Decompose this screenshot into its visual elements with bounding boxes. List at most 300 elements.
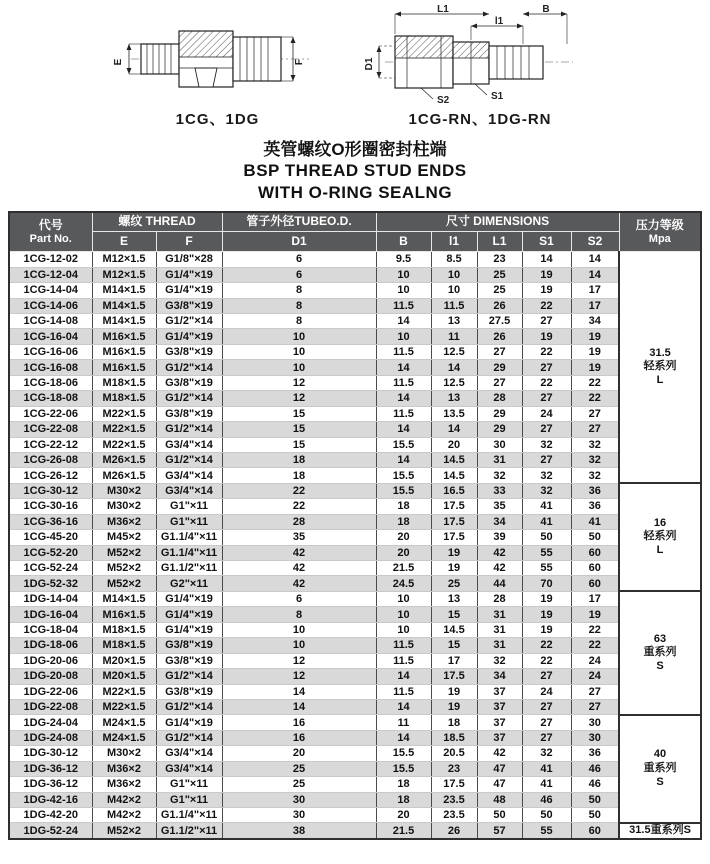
thread-f-cell: G3/4"×14 [156, 468, 222, 483]
table-row [9, 545, 701, 560]
dim-L1-cell: 37 [477, 684, 522, 699]
table-row [9, 314, 701, 329]
dim-l1-cell: 12.5 [431, 375, 477, 390]
part-no-cell: 1CG-22-06 [9, 406, 92, 421]
table-row [9, 591, 701, 606]
part-no-cell: 1DG-20-08 [9, 669, 92, 684]
dim-L1-cell: 37 [477, 715, 522, 730]
dim-l1-cell: 17.5 [431, 669, 477, 684]
tube-od-cell: 12 [222, 669, 376, 684]
dim-L1-cell: 32 [477, 468, 522, 483]
table-row [9, 406, 701, 421]
dim-L1-cell: 37 [477, 730, 522, 745]
dim-L1-cell: 23 [477, 252, 522, 267]
part-no-cell: 1DG-20-06 [9, 653, 92, 668]
dim-l1-cell: 17 [431, 653, 477, 668]
dim-b-cell: 21.5 [376, 561, 431, 576]
table-row [9, 329, 701, 344]
table-row [9, 514, 701, 529]
part-no-cell: 1DG-24-04 [9, 715, 92, 730]
dim-s2-cell: 19 [571, 360, 619, 375]
dim-b-cell: 11.5 [376, 653, 431, 668]
dim-s2-cell: 32 [571, 468, 619, 483]
dim-s2-cell: 50 [571, 808, 619, 823]
dim-b-cell: 18 [376, 777, 431, 792]
title-block [0, 139, 710, 203]
dim-l1-cell: 14 [431, 360, 477, 375]
dim-s2-cell: 19 [571, 344, 619, 359]
table-row [9, 344, 701, 359]
pressure-group-label: 轻系列 [643, 530, 677, 543]
dim-s2-cell: 24 [571, 669, 619, 684]
dim-L1-cell: 31 [477, 452, 522, 467]
dim-s1-cell: 22 [522, 375, 571, 390]
thread-f-cell: G1.1/2"×11 [156, 823, 222, 839]
dim-l1-cell: 14.5 [431, 622, 477, 637]
thread-f-cell: G3/8"×19 [156, 406, 222, 421]
part-no-cell: 1DG-18-06 [9, 638, 92, 653]
dim-s2-cell: 60 [571, 823, 619, 839]
table-row [9, 468, 701, 483]
table-row [9, 391, 701, 406]
part-no-cell: 1CG-12-02 [9, 252, 92, 267]
dim-L1-cell: 39 [477, 530, 522, 545]
table-row [9, 792, 701, 807]
part-no-cell: 1CG-22-08 [9, 422, 92, 437]
dim-L1-cell: 48 [477, 792, 522, 807]
dim-b-cell: 14 [376, 422, 431, 437]
thread-e-cell: M36×2 [92, 514, 156, 529]
table-row [9, 437, 701, 452]
table-row [9, 669, 701, 684]
table-row [9, 715, 701, 730]
dim-L1-cell: 26 [477, 329, 522, 344]
thread-e-cell: M42×2 [92, 792, 156, 807]
dim-label-s2: S2 [436, 95, 449, 106]
dim-L1-cell: 25 [477, 283, 522, 298]
thread-e-cell: M24×1.5 [92, 715, 156, 730]
thread-e-cell: M52×2 [92, 823, 156, 839]
tube-od-cell: 12 [222, 653, 376, 668]
dim-b-cell: 14 [376, 730, 431, 745]
table-row [9, 267, 701, 282]
tube-od-cell: 6 [222, 591, 376, 606]
table-row [9, 360, 701, 375]
dim-l1-cell: 15 [431, 638, 477, 653]
tube-od-cell: 16 [222, 730, 376, 745]
part-no-cell: 1CG-16-08 [9, 360, 92, 375]
dim-s1-cell: 22 [522, 653, 571, 668]
dim-b-cell: 18 [376, 514, 431, 529]
tube-od-cell: 35 [222, 530, 376, 545]
thread-f-cell: G1/4"×19 [156, 607, 222, 622]
dim-s1-cell: 19 [522, 607, 571, 622]
technical-drawings [0, 4, 710, 129]
dim-b-cell: 14 [376, 699, 431, 714]
part-no-cell: 1DG-52-32 [9, 576, 92, 591]
table-row [9, 452, 701, 467]
dim-s1-cell: 14 [522, 252, 571, 267]
part-no-cell: 1CG-14-04 [9, 283, 92, 298]
dim-l1-cell: 17.5 [431, 514, 477, 529]
dim-s2-cell: 14 [571, 252, 619, 267]
dim-L1-cell: 28 [477, 591, 522, 606]
dim-s2-cell: 36 [571, 499, 619, 514]
thread-f-cell: G1/2"×14 [156, 314, 222, 329]
title-english-line1: BSP THREAD STUD ENDS [243, 161, 467, 181]
dim-s2-cell: 60 [571, 561, 619, 576]
table-row [9, 499, 701, 514]
thread-e-cell: M26×1.5 [92, 452, 156, 467]
dim-s2-cell: 22 [571, 391, 619, 406]
dim-s1-cell: 27 [522, 314, 571, 329]
dim-L1-cell: 29 [477, 360, 522, 375]
dim-b-cell: 24.5 [376, 576, 431, 591]
part-no-cell: 1CG-16-04 [9, 329, 92, 344]
dim-s1-cell: 70 [522, 576, 571, 591]
header-col-D1: D1 [222, 232, 376, 252]
dim-l1-cell: 18.5 [431, 730, 477, 745]
dim-l1-cell: 14 [431, 422, 477, 437]
parts-table-container [8, 211, 702, 840]
table-row [9, 808, 701, 823]
part-no-cell: 1CG-30-16 [9, 499, 92, 514]
thread-f-cell: G1/4"×19 [156, 329, 222, 344]
dim-l1-cell: 16.5 [431, 483, 477, 498]
dim-s1-cell: 22 [522, 344, 571, 359]
dim-label-f: F [293, 58, 305, 66]
thread-f-cell: G1.1/4"×11 [156, 530, 222, 545]
part-no-cell: 1CG-18-04 [9, 622, 92, 637]
thread-e-cell: M30×2 [92, 499, 156, 514]
dim-b-cell: 10 [376, 622, 431, 637]
tube-od-cell: 10 [222, 638, 376, 653]
dim-L1-cell: 50 [477, 808, 522, 823]
pressure-group-label: 轻系列 [643, 360, 677, 373]
header-col-S2: S2 [571, 232, 619, 252]
part-no-cell: 1DG-14-04 [9, 591, 92, 606]
thread-f-cell: G1/2"×14 [156, 391, 222, 406]
dim-l1-cell: 10 [431, 283, 477, 298]
thread-f-cell: G1/4"×19 [156, 622, 222, 637]
tube-od-cell: 8 [222, 283, 376, 298]
dim-s1-cell: 27 [522, 452, 571, 467]
tube-od-cell: 20 [222, 746, 376, 761]
part-no-cell: 1CG-12-04 [9, 267, 92, 282]
dim-L1-cell: 33 [477, 483, 522, 498]
thread-f-cell: G1/2"×14 [156, 360, 222, 375]
dim-L1-cell: 27 [477, 375, 522, 390]
thread-f-cell: G1"×11 [156, 499, 222, 514]
thread-e-cell: M52×2 [92, 576, 156, 591]
thread-e-cell: M18×1.5 [92, 622, 156, 637]
diagram-1cg-rn-1dg-rn [363, 4, 598, 129]
dim-s1-cell: 27 [522, 699, 571, 714]
dim-s1-cell: 41 [522, 499, 571, 514]
thread-e-cell: M16×1.5 [92, 607, 156, 622]
thread-e-cell: M22×1.5 [92, 422, 156, 437]
fitting-drawing-left-icon [113, 4, 323, 106]
dim-s1-cell: 27 [522, 422, 571, 437]
thread-e-cell: M12×1.5 [92, 252, 156, 267]
dim-b-cell: 14 [376, 391, 431, 406]
dim-l1-cell: 26 [431, 823, 477, 839]
dim-l1-cell: 13 [431, 591, 477, 606]
tube-od-cell: 16 [222, 715, 376, 730]
dim-s1-cell: 32 [522, 483, 571, 498]
dim-s2-cell: 14 [571, 267, 619, 282]
dim-L1-cell: 42 [477, 746, 522, 761]
table-row [9, 483, 701, 498]
tube-od-cell: 14 [222, 699, 376, 714]
table-row [9, 638, 701, 653]
dim-L1-cell: 32 [477, 653, 522, 668]
thread-f-cell: G3/8"×19 [156, 653, 222, 668]
header-part-no-zh: 代号 [38, 217, 63, 232]
dim-l1-cell: 23 [431, 761, 477, 776]
part-no-cell: 1DG-42-16 [9, 792, 92, 807]
dim-L1-cell: 30 [477, 437, 522, 452]
dim-l1-cell: 15 [431, 607, 477, 622]
dim-label-s1: S1 [490, 91, 503, 102]
pressure-group-label: S [656, 775, 664, 788]
dim-l1-cell: 13 [431, 391, 477, 406]
table-header [9, 212, 701, 252]
dim-b-cell: 11.5 [376, 375, 431, 390]
dim-s2-cell: 19 [571, 329, 619, 344]
tube-od-cell: 10 [222, 344, 376, 359]
tube-od-cell: 42 [222, 576, 376, 591]
thread-e-cell: M24×1.5 [92, 730, 156, 745]
tube-od-cell: 18 [222, 468, 376, 483]
thread-f-cell: G2"×11 [156, 576, 222, 591]
dim-b-cell: 10 [376, 283, 431, 298]
thread-e-cell: M14×1.5 [92, 298, 156, 313]
tube-od-cell: 28 [222, 514, 376, 529]
pressure-group-label: 31.5 [649, 346, 671, 359]
dim-s2-cell: 22 [571, 638, 619, 653]
table-row [9, 761, 701, 776]
dim-l1-cell: 14.5 [431, 452, 477, 467]
dim-s1-cell: 27 [522, 360, 571, 375]
pressure-group-label: 40 [653, 748, 667, 761]
tube-od-cell: 10 [222, 329, 376, 344]
dim-s1-cell: 46 [522, 792, 571, 807]
part-no-cell: 1CG-22-12 [9, 437, 92, 452]
table-row [9, 777, 701, 792]
dim-label-b: B [541, 4, 550, 15]
tube-od-cell: 25 [222, 761, 376, 776]
part-no-cell: 1CG-30-12 [9, 483, 92, 498]
table-row [9, 283, 701, 298]
part-no-cell: 1DG-24-08 [9, 730, 92, 745]
thread-e-cell: M30×2 [92, 483, 156, 498]
pressure-group-label: 31.5重系列S [629, 823, 691, 836]
part-no-cell: 1CG-26-08 [9, 452, 92, 467]
thread-e-cell: M22×1.5 [92, 406, 156, 421]
tube-od-cell: 14 [222, 684, 376, 699]
thread-f-cell: G3/8"×19 [156, 638, 222, 653]
table-row [9, 823, 701, 839]
table-row [9, 730, 701, 745]
thread-f-cell: G1.1/4"×11 [156, 808, 222, 823]
thread-f-cell: G3/4"×14 [156, 761, 222, 776]
dim-l1-cell: 10 [431, 267, 477, 282]
part-no-cell: 1CG-14-06 [9, 298, 92, 313]
header-pressure [619, 212, 701, 252]
dim-s2-cell: 41 [571, 514, 619, 529]
thread-e-cell: M45×2 [92, 530, 156, 545]
part-no-cell: 1CG-52-20 [9, 545, 92, 560]
table-row [9, 653, 701, 668]
thread-e-cell: M26×1.5 [92, 468, 156, 483]
pressure-group-cell [619, 591, 701, 715]
dim-L1-cell: 28 [477, 391, 522, 406]
dim-s1-cell: 41 [522, 761, 571, 776]
thread-f-cell: G1/4"×19 [156, 267, 222, 282]
thread-f-cell: G1/4"×19 [156, 591, 222, 606]
dim-s2-cell: 60 [571, 576, 619, 591]
thread-f-cell: G1.1/4"×11 [156, 545, 222, 560]
title-english-line2: WITH O-RING SEALNG [257, 182, 453, 202]
dim-l1-cell: 23.5 [431, 808, 477, 823]
dim-L1-cell: 29 [477, 422, 522, 437]
dim-b-cell: 18 [376, 792, 431, 807]
dim-b-cell: 11 [376, 715, 431, 730]
dim-l1-cell: 19 [431, 561, 477, 576]
thread-e-cell: M16×1.5 [92, 360, 156, 375]
header-dimensions: 尺寸 DIMENSIONS [376, 212, 619, 232]
dim-l1-cell: 14.5 [431, 468, 477, 483]
thread-e-cell: M12×1.5 [92, 267, 156, 282]
thread-e-cell: M42×2 [92, 808, 156, 823]
thread-f-cell: G1"×11 [156, 514, 222, 529]
dim-L1-cell: 42 [477, 545, 522, 560]
dim-s2-cell: 27 [571, 684, 619, 699]
dim-L1-cell: 34 [477, 669, 522, 684]
dim-s2-cell: 32 [571, 437, 619, 452]
dim-L1-cell: 47 [477, 761, 522, 776]
part-no-cell: 1DG-30-12 [9, 746, 92, 761]
table-row [9, 375, 701, 390]
dim-s2-cell: 32 [571, 452, 619, 467]
thread-f-cell: G1/2"×14 [156, 422, 222, 437]
dim-b-cell: 10 [376, 607, 431, 622]
dim-L1-cell: 31 [477, 638, 522, 653]
dim-s2-cell: 17 [571, 591, 619, 606]
thread-f-cell: G1.1/2"×11 [156, 561, 222, 576]
pressure-group-label: 16 [653, 516, 667, 529]
thread-f-cell: G1/8"×28 [156, 252, 222, 267]
thread-e-cell: M22×1.5 [92, 699, 156, 714]
page [0, 4, 710, 864]
dim-b-cell: 15.5 [376, 468, 431, 483]
dim-b-cell: 10 [376, 591, 431, 606]
dim-b-cell: 11.5 [376, 684, 431, 699]
dim-l1-cell: 19 [431, 545, 477, 560]
dim-label-L1: L1 [436, 4, 449, 15]
thread-e-cell: M52×2 [92, 561, 156, 576]
table-body [9, 252, 701, 839]
dim-s2-cell: 24 [571, 653, 619, 668]
dim-l1-cell: 25 [431, 576, 477, 591]
thread-e-cell: M14×1.5 [92, 283, 156, 298]
tube-od-cell: 15 [222, 437, 376, 452]
header-part-no [9, 212, 92, 252]
dim-s2-cell: 19 [571, 607, 619, 622]
dim-b-cell: 11.5 [376, 638, 431, 653]
dim-s1-cell: 27 [522, 391, 571, 406]
dim-s2-cell: 22 [571, 622, 619, 637]
pressure-group-label: 63 [653, 632, 667, 645]
thread-f-cell: G1"×11 [156, 792, 222, 807]
dim-l1-cell: 13.5 [431, 406, 477, 421]
dim-l1-cell: 17.5 [431, 499, 477, 514]
thread-e-cell: M14×1.5 [92, 314, 156, 329]
dim-s1-cell: 19 [522, 267, 571, 282]
dim-b-cell: 14 [376, 669, 431, 684]
dim-s1-cell: 24 [522, 406, 571, 421]
table-row [9, 561, 701, 576]
dim-s1-cell: 22 [522, 638, 571, 653]
tube-od-cell: 15 [222, 406, 376, 421]
table-row [9, 422, 701, 437]
dim-b-cell: 14 [376, 452, 431, 467]
thread-e-cell: M36×2 [92, 761, 156, 776]
pressure-group-label: L [656, 374, 664, 387]
dim-s1-cell: 32 [522, 746, 571, 761]
thread-e-cell: M20×1.5 [92, 669, 156, 684]
dim-l1-cell: 18 [431, 715, 477, 730]
dim-s2-cell: 60 [571, 545, 619, 560]
thread-f-cell: G3/4"×14 [156, 437, 222, 452]
dim-l1-cell: 19 [431, 684, 477, 699]
dim-b-cell: 21.5 [376, 823, 431, 839]
part-no-cell: 1DG-36-12 [9, 761, 92, 776]
dim-s1-cell: 32 [522, 468, 571, 483]
tube-od-cell: 42 [222, 561, 376, 576]
dim-l1-cell: 17.5 [431, 777, 477, 792]
part-no-cell: 1CG-18-08 [9, 391, 92, 406]
dim-s2-cell: 36 [571, 483, 619, 498]
thread-e-cell: M22×1.5 [92, 684, 156, 699]
dim-L1-cell: 47 [477, 777, 522, 792]
dim-s2-cell: 17 [571, 283, 619, 298]
pressure-group-cell [619, 715, 701, 823]
dim-l1-cell: 17.5 [431, 530, 477, 545]
thread-f-cell: G3/4"×14 [156, 746, 222, 761]
dim-b-cell: 18 [376, 499, 431, 514]
thread-f-cell: G3/4"×14 [156, 483, 222, 498]
thread-e-cell: M30×2 [92, 746, 156, 761]
dim-l1-cell: 11.5 [431, 298, 477, 313]
dim-label-e: E [112, 58, 124, 66]
parts-table [8, 211, 702, 840]
dim-s1-cell: 50 [522, 808, 571, 823]
dim-s2-cell: 27 [571, 699, 619, 714]
tube-od-cell: 8 [222, 607, 376, 622]
tube-od-cell: 12 [222, 391, 376, 406]
dim-s1-cell: 50 [522, 530, 571, 545]
header-pressure-unit: Mpa [648, 232, 671, 245]
table-row [9, 622, 701, 637]
dim-b-cell: 15.5 [376, 437, 431, 452]
tube-od-cell: 10 [222, 622, 376, 637]
part-no-cell: 1DG-36-12 [9, 777, 92, 792]
pressure-group-label: L [656, 544, 664, 557]
thread-f-cell: G3/8"×19 [156, 298, 222, 313]
thread-e-cell: M18×1.5 [92, 375, 156, 390]
